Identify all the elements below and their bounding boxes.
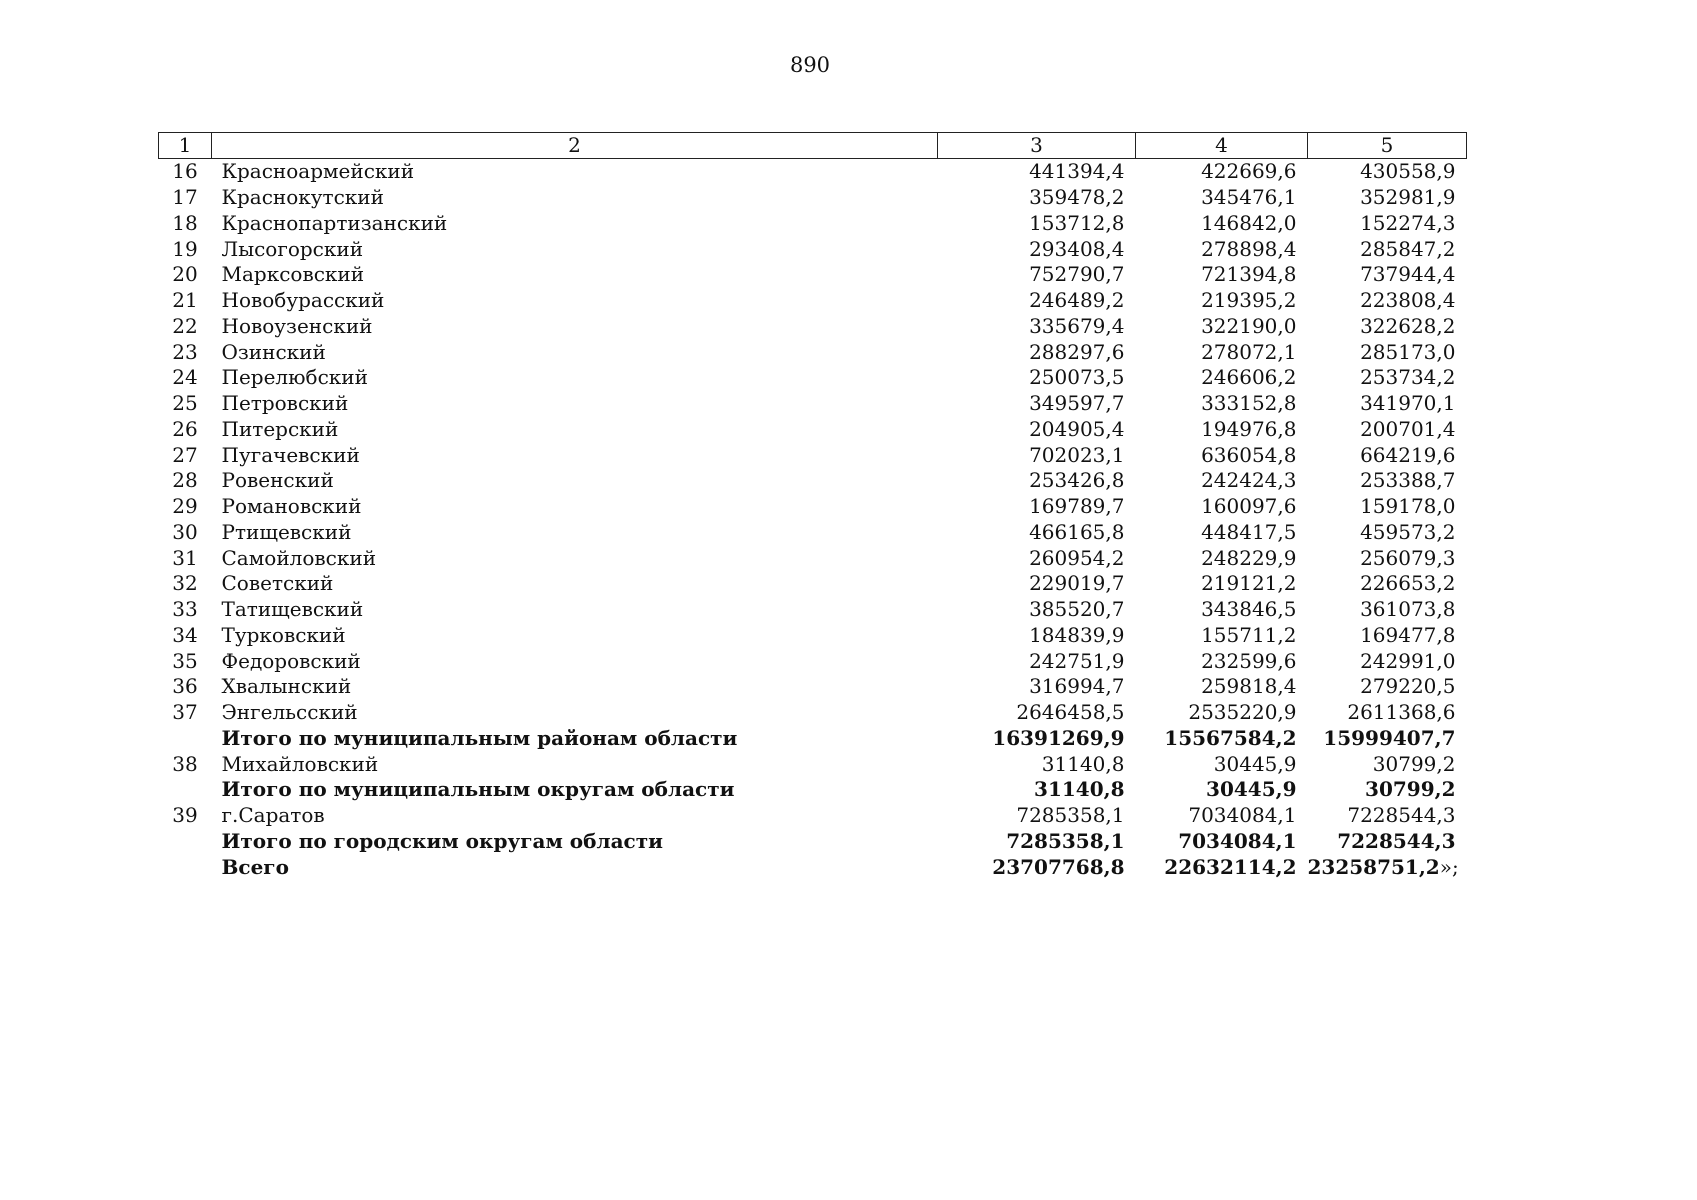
value-col-5: [1308, 417, 1467, 443]
table-row: [159, 700, 1467, 726]
district-name: Новоузенский: [221, 313, 373, 338]
value-col-4: 242424,3: [1201, 468, 1297, 493]
value-col-3: 702023,1: [1029, 442, 1125, 467]
table-row: [159, 571, 1467, 597]
value-col-3: 752790,7: [1029, 262, 1125, 287]
value-col-3: 7285358,1: [1006, 828, 1125, 853]
value-col-4: 155711,2: [1201, 622, 1297, 647]
value-col-4: 278898,4: [1201, 236, 1297, 261]
row-number: [159, 726, 212, 752]
value-col-5-number: 152274,3: [1360, 210, 1456, 235]
value-col-4: 194976,8: [1201, 416, 1297, 441]
row-number: 30: [172, 519, 198, 544]
value-col-5-number: 7228544,3: [1337, 828, 1456, 853]
value-col-5: [1308, 623, 1467, 649]
district-name: г.Саратов: [221, 803, 325, 828]
table-row: [159, 751, 1467, 777]
value-col-3: 246489,2: [1029, 288, 1125, 313]
value-col-5: [1308, 803, 1467, 829]
value-col-5: [1308, 468, 1467, 494]
value-col-4: 248229,9: [1201, 545, 1297, 570]
district-name: Татищевский: [221, 597, 364, 622]
value-col-5-number: 15999407,7: [1323, 725, 1456, 750]
row-number: 28: [172, 468, 198, 493]
value-col-5: [1308, 339, 1467, 365]
district-name: Энгельсский: [221, 700, 358, 725]
value-col-5: [1308, 391, 1467, 417]
header-col-1: 1: [159, 133, 212, 159]
district-name: Петровский: [221, 391, 349, 416]
value-col-3: 23707768,8: [992, 854, 1125, 879]
value-col-5-number: 226653,2: [1360, 571, 1456, 596]
value-col-5: [1308, 236, 1467, 262]
value-col-3: 16391269,9: [992, 725, 1125, 750]
value-col-5: [1308, 854, 1467, 880]
value-col-5-number: 322628,2: [1360, 313, 1456, 338]
value-col-3: 153712,8: [1029, 210, 1125, 235]
value-col-5-number: 7228544,3: [1347, 803, 1456, 828]
row-number: 33: [172, 597, 198, 622]
table-row: [159, 674, 1467, 700]
value-col-5-number: 30799,2: [1372, 751, 1456, 776]
row-number: 26: [172, 416, 198, 441]
table-total-row: [159, 777, 1467, 803]
value-col-3: 7285358,1: [1016, 803, 1125, 828]
table-row: [159, 339, 1467, 365]
value-col-5-number: 279220,5: [1360, 674, 1456, 699]
table-row: [159, 185, 1467, 211]
row-number: 37: [172, 700, 198, 725]
row-number: 22: [172, 313, 198, 338]
table-body: [159, 159, 1467, 881]
value-col-4: 232599,6: [1201, 648, 1297, 673]
header-col-3: 3: [938, 133, 1136, 159]
table-row: [159, 648, 1467, 674]
table-row: [159, 391, 1467, 417]
row-number: 34: [172, 622, 198, 647]
value-col-5-number: 23258751,2: [1307, 854, 1440, 879]
value-col-5: [1308, 829, 1467, 855]
district-name: Всего: [221, 854, 289, 879]
value-col-4: 343846,5: [1201, 597, 1297, 622]
table-total-row: [159, 726, 1467, 752]
value-col-5: [1308, 597, 1467, 623]
value-col-5: [1308, 159, 1467, 185]
table-row: [159, 623, 1467, 649]
page-number: 890: [789, 53, 831, 77]
table-row: [159, 494, 1467, 520]
value-col-5: [1308, 751, 1467, 777]
value-col-5-number: 30799,2: [1365, 777, 1456, 802]
district-name: Пугачевский: [221, 442, 360, 467]
table-row: [159, 803, 1467, 829]
value-col-5: [1308, 211, 1467, 237]
row-number: 38: [172, 751, 198, 776]
value-col-5: [1308, 314, 1467, 340]
value-col-3: 316994,7: [1029, 674, 1125, 699]
value-col-4: 30445,9: [1206, 777, 1297, 802]
table-row: [159, 211, 1467, 237]
value-col-4: 636054,8: [1201, 442, 1297, 467]
value-col-4: 15567584,2: [1164, 725, 1297, 750]
value-col-3: 31140,8: [1041, 751, 1125, 776]
value-col-3: 385520,7: [1029, 597, 1125, 622]
row-number: 27: [172, 442, 198, 467]
value-col-3: 204905,4: [1029, 416, 1125, 441]
district-name: Итого по муниципальным районам области: [221, 725, 738, 750]
value-col-4: 7034084,1: [1178, 828, 1297, 853]
table-row: [159, 545, 1467, 571]
row-number: 23: [172, 339, 198, 364]
value-col-3: 229019,7: [1029, 571, 1125, 596]
row-number: [159, 854, 212, 880]
header-col-4: 4: [1136, 133, 1308, 159]
value-col-3: 335679,4: [1029, 313, 1125, 338]
district-name: Новобурасский: [221, 288, 385, 313]
table-total-row: [159, 854, 1467, 880]
row-number: 35: [172, 648, 198, 673]
table-total-row: [159, 829, 1467, 855]
value-col-5-number: 459573,2: [1360, 519, 1456, 544]
value-col-4: 7034084,1: [1188, 803, 1297, 828]
row-number: 20: [172, 262, 198, 287]
district-name: Советский: [221, 571, 334, 596]
value-col-4: 278072,1: [1201, 339, 1297, 364]
row-number: 36: [172, 674, 198, 699]
district-name: Ровенский: [221, 468, 334, 493]
district-name: Хвалынский: [221, 674, 352, 699]
value-col-5-number: 285173,0: [1360, 339, 1456, 364]
value-col-5-number: 256079,3: [1360, 545, 1456, 570]
row-number: 16: [172, 159, 198, 184]
value-col-3: 184839,9: [1029, 622, 1125, 647]
value-col-4: 345476,1: [1201, 185, 1297, 210]
value-col-5: [1308, 365, 1467, 391]
value-col-5-number: 361073,8: [1360, 597, 1456, 622]
district-name: Итого по муниципальным округам области: [221, 777, 735, 802]
value-col-5-number: 253734,2: [1360, 365, 1456, 390]
district-name: Питерский: [221, 416, 339, 441]
value-col-5: [1308, 185, 1467, 211]
value-col-5: [1308, 648, 1467, 674]
value-col-4: 22632114,2: [1164, 854, 1297, 879]
district-name: Красноармейский: [221, 159, 415, 184]
table-row: [159, 597, 1467, 623]
row-number: 25: [172, 391, 198, 416]
table-row: [159, 365, 1467, 391]
table-row: [159, 468, 1467, 494]
header-col-5: 5: [1308, 133, 1467, 159]
row-number: 32: [172, 571, 198, 596]
value-col-3: 441394,4: [1029, 159, 1125, 184]
table-row: [159, 159, 1467, 185]
value-col-3: 359478,2: [1029, 185, 1125, 210]
district-name: Турковский: [221, 622, 346, 647]
value-col-5-number: 2611368,6: [1347, 700, 1456, 725]
value-col-5-number: 352981,9: [1360, 185, 1456, 210]
value-col-3: 242751,9: [1029, 648, 1125, 673]
district-name: Ртищевский: [221, 519, 352, 544]
row-number: 24: [172, 365, 198, 390]
value-col-5: [1308, 494, 1467, 520]
district-name: Краснопартизанский: [221, 210, 448, 235]
value-col-5-number: 169477,8: [1360, 622, 1456, 647]
row-number: 39: [172, 803, 198, 828]
value-col-3: 349597,7: [1029, 391, 1125, 416]
district-name: Самойловский: [221, 545, 377, 570]
value-col-5-number: 223808,4: [1360, 288, 1456, 313]
value-col-4: 219121,2: [1201, 571, 1297, 596]
header-col-2: 2: [212, 133, 938, 159]
value-col-4: 448417,5: [1201, 519, 1297, 544]
value-col-5: [1308, 726, 1467, 752]
value-col-5-number: 664219,6: [1360, 442, 1456, 467]
table-row: [159, 417, 1467, 443]
budget-table: [158, 132, 1467, 880]
value-col-4: 160097,6: [1201, 494, 1297, 519]
table-row: [159, 442, 1467, 468]
value-col-5-number: 285847,2: [1360, 236, 1456, 261]
value-col-3: 250073,5: [1029, 365, 1125, 390]
row-number: 19: [172, 236, 198, 261]
district-name: Краснокутский: [221, 185, 384, 210]
district-name: Михайловский: [221, 751, 379, 776]
value-col-5: [1308, 442, 1467, 468]
district-name: Романовский: [221, 494, 362, 519]
value-col-3: 288297,6: [1029, 339, 1125, 364]
row-number: 21: [172, 288, 198, 313]
value-col-5: [1308, 777, 1467, 803]
value-col-3: 466165,8: [1029, 519, 1125, 544]
value-col-4: 721394,8: [1201, 262, 1297, 287]
district-name: Итого по городским округам области: [221, 828, 663, 853]
table-row: [159, 262, 1467, 288]
value-col-3: 293408,4: [1029, 236, 1125, 261]
value-col-3: 31140,8: [1034, 777, 1125, 802]
value-col-5: [1308, 545, 1467, 571]
value-col-5: [1308, 520, 1467, 546]
value-col-5: [1308, 262, 1467, 288]
row-number: [159, 829, 212, 855]
district-name: Марксовский: [221, 262, 365, 287]
table-row: [159, 288, 1467, 314]
value-col-4: 246606,2: [1201, 365, 1297, 390]
value-col-4: 322190,0: [1201, 313, 1297, 338]
value-col-5: [1308, 674, 1467, 700]
table-row: [159, 314, 1467, 340]
value-col-4: 259818,4: [1201, 674, 1297, 699]
table-header-row: [159, 133, 1467, 159]
value-col-5-number: 341970,1: [1360, 391, 1456, 416]
value-col-5-number: 159178,0: [1360, 494, 1456, 519]
row-number: 17: [172, 185, 198, 210]
value-col-4: 146842,0: [1201, 210, 1297, 235]
value-col-4: 333152,8: [1201, 391, 1297, 416]
closing-quote-suffix: »;: [1439, 854, 1459, 879]
district-name: Озинский: [221, 339, 326, 364]
district-name: Лысогорский: [221, 236, 364, 261]
value-col-3: 260954,2: [1029, 545, 1125, 570]
value-col-5-number: 200701,4: [1360, 416, 1456, 441]
row-number: 29: [172, 494, 198, 519]
row-number: 31: [172, 545, 198, 570]
value-col-5: [1308, 700, 1467, 726]
value-col-5-number: 253388,7: [1360, 468, 1456, 493]
value-col-3: 169789,7: [1029, 494, 1125, 519]
district-name: Перелюбский: [221, 365, 368, 390]
value-col-4: 422669,6: [1201, 159, 1297, 184]
value-col-3: 2646458,5: [1016, 700, 1125, 725]
value-col-3: 253426,8: [1029, 468, 1125, 493]
value-col-4: 30445,9: [1213, 751, 1297, 776]
row-number: [159, 777, 212, 803]
value-col-5: [1308, 288, 1467, 314]
value-col-4: 2535220,9: [1188, 700, 1297, 725]
value-col-4: 219395,2: [1201, 288, 1297, 313]
value-col-5-number: 242991,0: [1360, 648, 1456, 673]
value-col-5-number: 430558,9: [1360, 159, 1456, 184]
district-name: Федоровский: [221, 648, 361, 673]
table-row: [159, 236, 1467, 262]
value-col-5: [1308, 571, 1467, 597]
value-col-5-number: 737944,4: [1360, 262, 1456, 287]
row-number: 18: [172, 210, 198, 235]
table-row: [159, 520, 1467, 546]
